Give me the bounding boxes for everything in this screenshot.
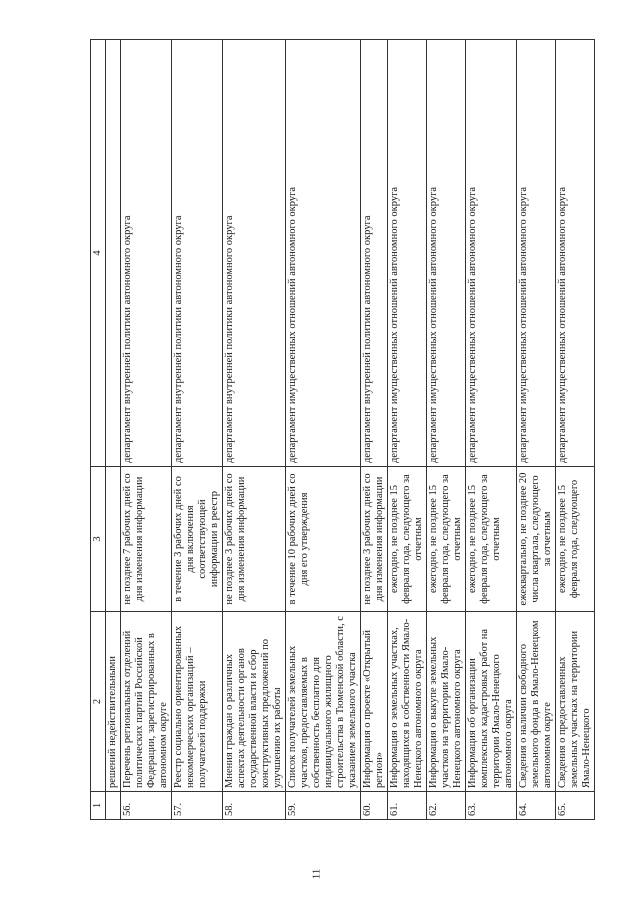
row-department: департамент имущественных отношений автономного округа	[466, 40, 517, 467]
continuation-deadline	[106, 467, 121, 612]
row-department: департамент имущественных отношений автономного округа	[286, 40, 361, 467]
row-number: 63.	[466, 792, 517, 820]
table-row	[517, 40, 556, 820]
row-department: департамент имущественных отношений автономного округа	[556, 40, 595, 467]
row-deadline: ежеквартально, не позднее 20 числа квартала, следующего за отчетным	[517, 467, 556, 612]
row-title: Сведения о наличии свободного земельного фонда в Ямало-Ненецком автономном округе	[517, 612, 556, 792]
row-department: департамент имущественных отношений автономного округа	[517, 40, 556, 467]
row-number: 65.	[556, 792, 595, 820]
row-number: 58.	[223, 792, 286, 820]
header-col-4: 4	[91, 40, 106, 467]
row-number: 56.	[121, 792, 172, 820]
continuation-title: решений недействительными	[106, 612, 121, 792]
row-title: Информация о земельных участках, находящихся в собственности Ямало-Ненецкого автономного округа	[388, 612, 427, 792]
row-number: 64.	[517, 792, 556, 820]
row-number: 62.	[427, 792, 466, 820]
continuation-dept	[106, 40, 121, 467]
row-deadline: ежегодно, не позднее 15 февраля года, следующего	[556, 467, 595, 612]
row-number: 61.	[388, 792, 427, 820]
table-row	[361, 40, 388, 820]
header-col-1: 1	[91, 792, 106, 820]
header-col-3: 3	[91, 467, 106, 612]
header-row	[91, 40, 106, 820]
table-row	[223, 40, 286, 820]
table-row	[172, 40, 223, 820]
row-deadline: ежегодно, не позднее 15 февраля года, следующего за отчетным	[427, 467, 466, 612]
row-department: департамент внутренней политики автономного округа	[121, 40, 172, 467]
row-number: 60.	[361, 792, 388, 820]
header-col-2: 2	[91, 612, 106, 792]
table-row	[466, 40, 517, 820]
continuation-num	[106, 792, 121, 820]
row-title: Перечень региональных отделений политических партий Российской Федерации, зарегистрированных в автономном округе	[121, 612, 172, 792]
row-department: департамент внутренней политики автономного округа	[361, 40, 388, 467]
page-number: 11	[310, 868, 323, 880]
row-department: департамент внутренней политики автономного округа	[172, 40, 223, 467]
row-title: Мнения граждан о различных аспектах деятельности органов государственной власти и сбор конструктивных предложений по улучшению их работы	[223, 612, 286, 792]
row-title: Информация об организации комплексных кадастровых работ на территории Ямало-Ненецкого автономного округа	[466, 612, 517, 792]
row-number: 59.	[286, 792, 361, 820]
continuation-row	[106, 40, 121, 820]
table-row	[427, 40, 466, 820]
table-row	[556, 40, 595, 820]
row-department: департамент внутренней политики автономного округа	[223, 40, 286, 467]
row-department: департамент имущественных отношений автономного округа	[427, 40, 466, 467]
table-row	[286, 40, 361, 820]
row-deadline: ежегодно, не позднее 15 февраля года, следующего за отчетным	[388, 467, 427, 612]
row-deadline: в течение 10 рабочих дней со дня его утверждения	[286, 467, 361, 612]
rotated-table-sheet	[90, 40, 620, 820]
information-table	[90, 39, 595, 820]
row-number: 57.	[172, 792, 223, 820]
row-deadline: не позднее 3 рабочих дней со дня изменения информации	[361, 467, 388, 612]
row-title: Информация о выкупе земельных участков на территории Ямало-Ненецкого автономного округа	[427, 612, 466, 792]
row-title: Список получателей земельных участков, предоставляемых в собственность бесплатно для индивидуального жилищного строительства в Тюменской области, с указанием земельного участка	[286, 612, 361, 792]
row-title: Реестр социально ориентированных некоммерческих организаций – получателей поддержки	[172, 612, 223, 792]
row-deadline: в течение 3 рабочих дней со дня включения соответствующей информации в реестр	[172, 467, 223, 612]
row-title: Сведения о предоставленных земельных участках на территории Ямало-Ненецкого	[556, 612, 595, 792]
row-deadline: ежегодно, не позднее 15 февраля года, следующего за отчетным	[466, 467, 517, 612]
row-deadline: не позднее 7 рабочих дней со дня изменения информации	[121, 467, 172, 612]
row-title: Информация о проекте «Открытый регион»	[361, 612, 388, 792]
row-department: департамент имущественных отношений автономного округа	[388, 40, 427, 467]
table-row	[388, 40, 427, 820]
row-deadline: не позднее 3 рабочих дней со дня изменения информации	[223, 467, 286, 612]
table-row	[121, 40, 172, 820]
